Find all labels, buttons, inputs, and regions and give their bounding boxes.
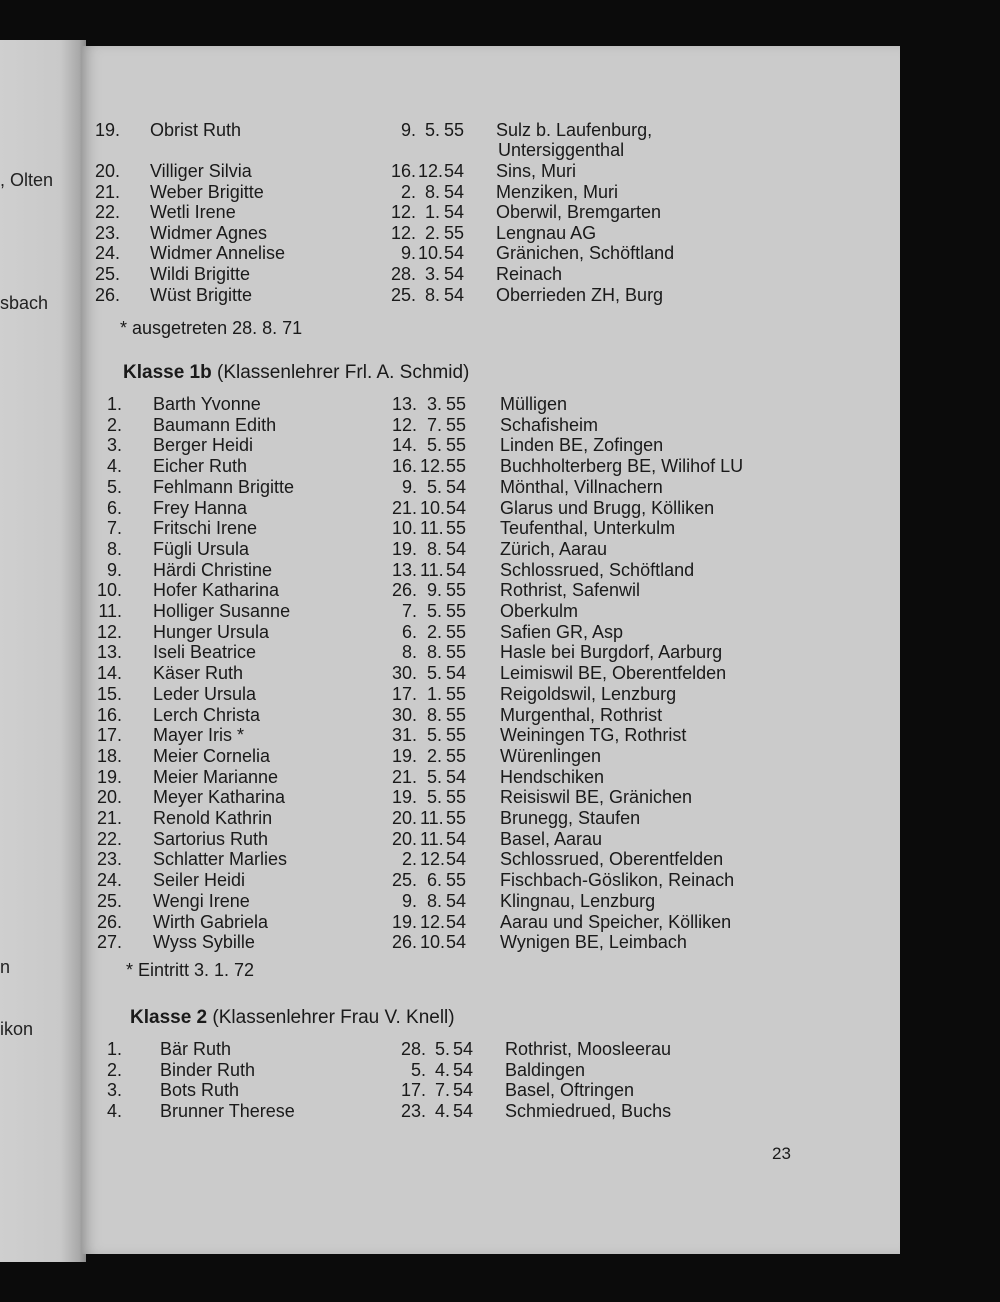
birth-day: 25. [390, 285, 416, 305]
hometown: Oberkulm [500, 601, 579, 621]
student-name: Leder Ursula [153, 684, 257, 704]
class-heading-1b [123, 362, 469, 384]
left-fragment: sbach [0, 293, 49, 313]
list-item [82, 243, 900, 263]
student-name: Widmer Agnes [150, 223, 268, 243]
hometown: Hendschiken [500, 767, 605, 787]
student-name: Härdi Christine [153, 560, 273, 580]
birth-month: 12. [420, 456, 446, 476]
birth-year: 54 [453, 1080, 474, 1100]
entry-number: 17. [96, 725, 122, 745]
birth-month: 8. [424, 285, 440, 305]
birth-month: 10. [420, 498, 446, 518]
birth-month: 5. [434, 1039, 450, 1059]
birth-month: 3. [424, 264, 440, 284]
document-page [82, 46, 900, 1254]
birth-year: 55 [446, 642, 467, 662]
birth-year: 55 [446, 746, 467, 766]
birth-month: 8. [426, 705, 442, 725]
hometown: Schlossrued, Schöftland [500, 560, 695, 580]
list-item [82, 891, 900, 911]
entry-number: 27. [96, 932, 122, 952]
student-name: Hunger Ursula [153, 622, 270, 642]
birth-month: 2. [424, 223, 440, 243]
list-item [82, 223, 900, 243]
student-name: Meier Marianne [153, 767, 279, 787]
birth-day: 9. [400, 243, 416, 263]
birth-year: 54 [446, 891, 467, 911]
birth-year: 55 [446, 580, 467, 600]
birth-year: 55 [446, 725, 467, 745]
entry-number: 26. [94, 285, 120, 305]
birth-month: 11. [420, 518, 444, 538]
birth-month: 5. [426, 477, 442, 497]
hometown: Buchholterberg BE, Wilihof LU [500, 456, 744, 476]
birth-day: 6. [401, 622, 417, 642]
birth-day: 13. [391, 560, 417, 580]
list-item [82, 849, 900, 869]
hometown: Reinach [496, 264, 563, 284]
birth-year: 54 [446, 829, 467, 849]
hometown: Gränichen, Schöftland [496, 243, 675, 263]
birth-year: 54 [446, 912, 467, 932]
birth-month: 5. [426, 601, 442, 621]
student-name: Bots Ruth [160, 1080, 240, 1100]
hometown: Lengnau AG [496, 223, 597, 243]
birth-year: 54 [446, 539, 467, 559]
birth-day: 26. [391, 932, 417, 952]
birth-month: 2. [426, 746, 442, 766]
birth-day: 16. [390, 161, 416, 181]
birth-month: 4. [434, 1060, 450, 1080]
student-name: Villiger Silvia [150, 161, 252, 181]
birth-day: 20. [391, 808, 417, 828]
entry-number: 11. [98, 601, 122, 621]
student-name: Wengi Irene [153, 891, 250, 911]
birth-month: 12. [418, 161, 444, 181]
list-item [82, 767, 900, 787]
left-page-edge [0, 40, 86, 1262]
birth-year: 55 [446, 601, 467, 621]
list-item [82, 539, 900, 559]
birth-month: 9. [426, 580, 442, 600]
birth-year: 54 [444, 285, 465, 305]
hometown: Menziken, Muri [496, 182, 619, 202]
list-item [82, 285, 900, 305]
birth-day: 8. [401, 642, 417, 662]
list-item [82, 202, 900, 222]
birth-day: 12. [390, 202, 416, 222]
entry-number: 4. [106, 1101, 122, 1121]
birth-day: 14. [391, 435, 417, 455]
entry-number: 24. [96, 870, 122, 890]
birth-year: 54 [446, 932, 467, 952]
entry-number: 25. [94, 264, 120, 284]
birth-year: 55 [446, 394, 467, 414]
list-item [82, 1080, 900, 1100]
birth-day: 28. [390, 264, 416, 284]
footnote-eintritt: * Eintritt 3. 1. 72 [126, 960, 255, 980]
student-name: Obrist Ruth [150, 120, 242, 140]
birth-day: 9. [401, 891, 417, 911]
entry-number: 23. [96, 849, 122, 869]
birth-year: 55 [446, 415, 467, 435]
student-name: Renold Kathrin [153, 808, 273, 828]
hometown: Sulz b. Laufenburg, [496, 120, 653, 140]
birth-day: 19. [391, 787, 417, 807]
entry-number: 7. [106, 518, 122, 538]
heading-label: Klasse 2 [130, 1007, 208, 1028]
birth-day: 2. [400, 182, 416, 202]
entry-number: 23. [94, 223, 120, 243]
entry-number: 2. [106, 1060, 122, 1080]
birth-day: 19. [391, 912, 417, 932]
list-item [82, 498, 900, 518]
student-name: Meyer Katharina [153, 787, 286, 807]
entry-number: 12. [96, 622, 122, 642]
hometown: Hasle bei Burgdorf, Aarburg [500, 642, 723, 662]
hometown: Zürich, Aarau [500, 539, 608, 559]
birth-month: 7. [426, 415, 442, 435]
birth-year: 54 [446, 560, 467, 580]
birth-day: 17. [391, 684, 417, 704]
birth-day: 30. [391, 705, 417, 725]
student-name: Wetli Irene [150, 202, 236, 222]
birth-year: 54 [446, 663, 467, 683]
list-item [82, 870, 900, 890]
birth-month: 6. [426, 870, 442, 890]
birth-day: 31. [391, 725, 417, 745]
birth-year: 55 [446, 870, 467, 890]
hometown: Baldingen [505, 1060, 586, 1080]
birth-year: 55 [444, 120, 465, 140]
heading-teacher: (Klassenlehrer Frau V. Knell) [212, 1007, 455, 1028]
birth-year: 54 [446, 849, 467, 869]
birth-day: 21. [391, 498, 417, 518]
birth-year: 55 [446, 622, 467, 642]
hometown: Würenlingen [500, 746, 602, 766]
hometown: Mönthal, Villnachern [500, 477, 663, 497]
birth-day: 12. [390, 223, 416, 243]
birth-day: 19. [391, 539, 417, 559]
student-name: Holliger Susanne [153, 601, 291, 621]
birth-day: 5. [410, 1060, 426, 1080]
birth-year: 54 [453, 1039, 474, 1059]
footnote-ausgetreten: * ausgetreten 28. 8. 71 [120, 318, 303, 338]
hometown: Oberrieden ZH, Burg [496, 285, 664, 305]
birth-year: 54 [444, 182, 465, 202]
birth-month: 10. [420, 932, 446, 952]
hometown: Basel, Aarau [500, 829, 603, 849]
list-item [82, 518, 900, 538]
birth-day: 10. [391, 518, 417, 538]
entry-number: 2. [106, 415, 122, 435]
list-item [82, 829, 900, 849]
birth-year: 55 [446, 684, 467, 704]
entry-number: 26. [96, 912, 122, 932]
student-name: Meier Cornelia [153, 746, 271, 766]
hometown: Glarus und Brugg, Kölliken [500, 498, 715, 518]
birth-year: 54 [453, 1060, 474, 1080]
list-item [82, 435, 900, 455]
birth-day: 26. [391, 580, 417, 600]
hometown: Schlossrued, Oberentfelden [500, 849, 724, 869]
hometown: Sins, Muri [496, 161, 577, 181]
list-item [82, 415, 900, 435]
list-item [82, 580, 900, 600]
student-name: Fehlmann Brigitte [153, 477, 295, 497]
entry-number: 1. [106, 394, 122, 414]
list-item [82, 725, 900, 745]
list-item [82, 456, 900, 476]
birth-month: 12. [420, 849, 446, 869]
student-name: Brunner Therese [160, 1101, 295, 1121]
student-name: Iseli Beatrice [153, 642, 257, 662]
birth-year: 55 [446, 518, 467, 538]
entry-number: 21. [94, 182, 120, 202]
student-name: Wüst Brigitte [150, 285, 253, 305]
entry-number: 25. [96, 891, 122, 911]
entry-number: 19. [94, 120, 120, 140]
birth-month: 3. [426, 394, 442, 414]
entry-number: 24. [94, 243, 120, 263]
hometown: Aarau und Speicher, Kölliken [500, 912, 732, 932]
list-item [82, 912, 900, 932]
birth-day: 2. [401, 849, 417, 869]
hometown: Rothrist, Safenwil [500, 580, 641, 600]
birth-year: 54 [446, 498, 467, 518]
list-item [82, 932, 900, 952]
student-name: Seiler Heidi [153, 870, 246, 890]
student-name: Wyss Sybille [153, 932, 255, 952]
hometown: Mülligen [500, 394, 568, 414]
list-item [82, 1101, 900, 1121]
class-heading-2 [130, 1007, 455, 1029]
birth-month: 1. [426, 684, 442, 704]
birth-day: 25. [391, 870, 417, 890]
student-name: Hofer Katharina [153, 580, 280, 600]
student-name: Wildi Brigitte [150, 264, 251, 284]
page-number: 23 [772, 1144, 791, 1163]
left-fragment: ikon [0, 1019, 34, 1039]
hometown: Safien GR, Asp [500, 622, 624, 642]
left-fragment: , Olten [0, 170, 54, 190]
list-item [82, 120, 900, 160]
birth-day: 12. [391, 415, 417, 435]
hometown: Murgenthal, Rothrist [500, 705, 663, 725]
list-item [82, 787, 900, 807]
birth-year: 54 [444, 243, 465, 263]
birth-month: 8. [426, 539, 442, 559]
birth-month: 7. [434, 1080, 450, 1100]
student-name: Frey Hanna [153, 498, 248, 518]
student-name: Bär Ruth [160, 1039, 232, 1059]
student-name: Widmer Annelise [150, 243, 286, 263]
list-item [82, 622, 900, 642]
list-item [82, 684, 900, 704]
hometown: Oberwil, Bremgarten [496, 202, 662, 222]
birth-day: 7. [401, 601, 417, 621]
entry-number: 19. [96, 767, 122, 787]
hometown: Fischbach-Göslikon, Reinach [500, 870, 735, 890]
list-item [82, 182, 900, 202]
student-name: Sartorius Ruth [153, 829, 269, 849]
birth-year: 55 [446, 787, 467, 807]
birth-day: 21. [391, 767, 417, 787]
list-item [82, 663, 900, 683]
hometown-continued: Untersiggenthal [498, 140, 625, 160]
student-name: Lerch Christa [153, 705, 261, 725]
list-item [82, 808, 900, 828]
entry-number: 6. [106, 498, 122, 518]
student-name: Barth Yvonne [153, 394, 261, 414]
list-item [82, 560, 900, 580]
entry-number: 20. [94, 161, 120, 181]
hometown: Wynigen BE, Leimbach [500, 932, 687, 952]
list-item [82, 477, 900, 497]
hometown: Brunegg, Staufen [500, 808, 641, 828]
birth-year: 54 [444, 264, 465, 284]
entry-number: 18. [96, 746, 122, 766]
student-name: Eicher Ruth [153, 456, 248, 476]
birth-month: 5. [426, 767, 442, 787]
birth-month: 2. [426, 622, 442, 642]
entry-number: 3. [106, 1080, 122, 1100]
hometown: Teufenthal, Unterkulm [500, 518, 676, 538]
birth-month: 5. [426, 663, 442, 683]
birth-month: 4. [434, 1101, 450, 1121]
birth-month: 1. [424, 202, 440, 222]
student-name: Binder Ruth [160, 1060, 256, 1080]
list-item [82, 705, 900, 725]
birth-day: 28. [400, 1039, 426, 1059]
birth-day: 17. [400, 1080, 426, 1100]
heading-teacher: (Klassenlehrer Frl. A. Schmid) [217, 362, 470, 383]
entry-number: 10. [96, 580, 122, 600]
list-item [82, 601, 900, 621]
birth-month: 10. [418, 243, 444, 263]
entry-number: 13. [96, 642, 122, 662]
birth-day: 13. [391, 394, 417, 414]
list-item [82, 394, 900, 414]
hometown: Reigoldswil, Lenzburg [500, 684, 677, 704]
birth-month: 5. [426, 787, 442, 807]
list-item [82, 264, 900, 284]
hometown: Reisiswil BE, Gränichen [500, 787, 693, 807]
birth-day: 23. [400, 1101, 426, 1121]
birth-month: 8. [424, 182, 440, 202]
left-fragment: n [0, 957, 11, 977]
student-name: Weber Brigitte [150, 182, 264, 202]
list-item [82, 746, 900, 766]
entry-number: 4. [106, 456, 122, 476]
birth-month: 11. [420, 560, 444, 580]
birth-month: 8. [426, 642, 442, 662]
hometown: Linden BE, Zofingen [500, 435, 664, 455]
list-item [82, 1039, 900, 1059]
entry-number: 14. [96, 663, 122, 683]
list-item [82, 161, 900, 181]
entry-number: 3. [106, 435, 122, 455]
hometown: Schafisheim [500, 415, 599, 435]
birth-day: 30. [391, 663, 417, 683]
student-name: Berger Heidi [153, 435, 254, 455]
birth-year: 54 [446, 767, 467, 787]
student-name: Käser Ruth [153, 663, 244, 683]
entry-number: 22. [96, 829, 122, 849]
list-item [82, 642, 900, 662]
birth-year: 55 [446, 705, 467, 725]
heading-label: Klasse 1b [123, 362, 212, 383]
birth-month: 8. [426, 891, 442, 911]
entry-number: 16. [96, 705, 122, 725]
student-name: Mayer Iris * [153, 725, 245, 745]
birth-year: 55 [446, 456, 467, 476]
entry-number: 8. [106, 539, 122, 559]
birth-day: 19. [391, 746, 417, 766]
hometown: Weiningen TG, Rothrist [500, 725, 687, 745]
birth-day: 20. [391, 829, 417, 849]
student-name: Baumann Edith [153, 415, 277, 435]
birth-month: 11. [420, 808, 444, 828]
student-name: Schlatter Marlies [153, 849, 288, 869]
student-name: Wirth Gabriela [153, 912, 269, 932]
birth-month: 5. [426, 725, 442, 745]
birth-day: 16. [391, 456, 417, 476]
birth-year: 54 [446, 477, 467, 497]
birth-year: 54 [444, 202, 465, 222]
birth-year: 55 [446, 435, 467, 455]
student-name: Fügli Ursula [153, 539, 250, 559]
hometown: Basel, Oftringen [505, 1080, 635, 1100]
hometown: Rothrist, Moosleerau [505, 1039, 672, 1059]
hometown: Leimiswil BE, Oberentfelden [500, 663, 727, 683]
birth-year: 55 [446, 808, 467, 828]
birth-day: 9. [400, 120, 416, 140]
birth-year: 54 [444, 161, 465, 181]
student-name: Fritschi Irene [153, 518, 258, 538]
list-item [82, 1060, 900, 1080]
birth-month: 5. [426, 435, 442, 455]
entry-number: 5. [106, 477, 122, 497]
birth-year: 55 [444, 223, 465, 243]
birth-day: 9. [401, 477, 417, 497]
birth-year: 54 [453, 1101, 474, 1121]
hometown: Schmiedrued, Buchs [505, 1101, 672, 1121]
entry-number: 20. [96, 787, 122, 807]
entry-number: 15. [96, 684, 122, 704]
entry-number: 21. [96, 808, 122, 828]
birth-month: 5. [424, 120, 440, 140]
entry-number: 1. [106, 1039, 122, 1059]
birth-month: 12. [420, 912, 446, 932]
hometown: Klingnau, Lenzburg [500, 891, 656, 911]
entry-number: 9. [106, 560, 122, 580]
entry-number: 22. [94, 202, 120, 222]
birth-month: 11. [420, 829, 444, 849]
